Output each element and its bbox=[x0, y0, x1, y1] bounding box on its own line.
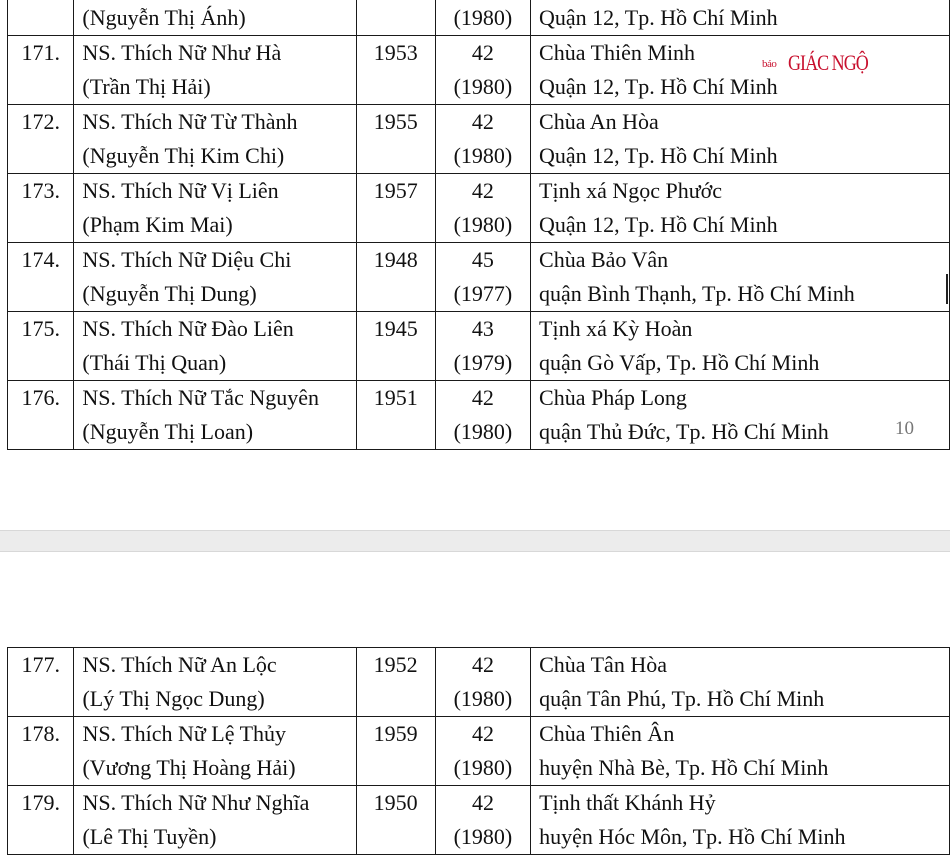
row-age: 43 (1979) bbox=[435, 312, 530, 381]
row-name: NS. Thích Nữ Vị Liên (Phạm Kim Mai) bbox=[74, 174, 356, 243]
row-name: NS. Thích Nữ An Lộc (Lý Thị Ngọc Dung) bbox=[74, 648, 356, 717]
row-name: NS. Thích Nữ Lệ Thủy (Vương Thị Hoàng Hải) bbox=[74, 717, 356, 786]
table-row bbox=[8, 648, 950, 717]
page-number: 10 bbox=[895, 418, 914, 439]
row-age: 42 (1980) bbox=[435, 105, 530, 174]
row-age: 42 (1980) bbox=[435, 381, 530, 450]
page-separator bbox=[0, 530, 950, 552]
row-index: 179. bbox=[8, 786, 74, 855]
table-row bbox=[8, 312, 950, 381]
watermark-brand: GIÁC NGỘ bbox=[788, 50, 868, 75]
row-place: Tịnh xá Ngọc Phước Quận 12, Tp. Hồ Chí Minh bbox=[531, 174, 950, 243]
row-place: Quận 12, Tp. Hồ Chí Minh bbox=[531, 0, 950, 36]
row-birth-year bbox=[356, 0, 435, 36]
watermark-prefix: báo bbox=[762, 58, 777, 70]
row-name: NS. Thích Nữ Đào Liên (Thái Thị Quan) bbox=[74, 312, 356, 381]
row-age: 42 (1980) bbox=[435, 174, 530, 243]
row-name: NS. Thích Nữ Diệu Chi (Nguyễn Thị Dung) bbox=[74, 243, 356, 312]
row-place: Chùa Bảo Vân quận Bình Thạnh, Tp. Hồ Chí Minh bbox=[531, 243, 950, 312]
table-row bbox=[8, 786, 950, 855]
row-birth-year: 1951 bbox=[356, 381, 435, 450]
table-row bbox=[8, 174, 950, 243]
row-index: 176. bbox=[8, 381, 74, 450]
row-index: 177. bbox=[8, 648, 74, 717]
row-age: 42 (1980) bbox=[435, 717, 530, 786]
table-row bbox=[8, 381, 950, 450]
table-row bbox=[8, 717, 950, 786]
row-birth-year: 1959 bbox=[356, 717, 435, 786]
row-birth-year: 1945 bbox=[356, 312, 435, 381]
row-birth-year: 1950 bbox=[356, 786, 435, 855]
row-age: 42 (1980) bbox=[435, 648, 530, 717]
row-index: 171. bbox=[8, 36, 74, 105]
row-place: Chùa Thiên Minh Quận 12, Tp. Hồ Chí Minh bbox=[531, 36, 950, 105]
table-row bbox=[8, 0, 950, 36]
row-birth-year: 1952 bbox=[356, 648, 435, 717]
row-age: 42 (1980) bbox=[435, 786, 530, 855]
row-index: 175. bbox=[8, 312, 74, 381]
row-birth-year: 1955 bbox=[356, 105, 435, 174]
page-edge-mark bbox=[946, 274, 948, 304]
row-place: Tịnh xá Kỳ Hoàn quận Gò Vấp, Tp. Hồ Chí Minh bbox=[531, 312, 950, 381]
table-row bbox=[8, 36, 950, 105]
row-birth-year: 1948 bbox=[356, 243, 435, 312]
table-row bbox=[8, 243, 950, 312]
row-name: (Nguyễn Thị Ánh) bbox=[74, 0, 356, 36]
row-birth-year: 1953 bbox=[356, 36, 435, 105]
table-row bbox=[8, 105, 950, 174]
row-birth-year: 1957 bbox=[356, 174, 435, 243]
row-place: Chùa Tân Hòa quận Tân Phú, Tp. Hồ Chí Minh bbox=[531, 648, 950, 717]
row-place: Chùa Pháp Long quận Thủ Đức, Tp. Hồ Chí Minh bbox=[531, 381, 950, 450]
row-name: NS. Thích Nữ Từ Thành (Nguyễn Thị Kim Chi) bbox=[74, 105, 356, 174]
row-index: 174. bbox=[8, 243, 74, 312]
row-place: Chùa Thiên Ân huyện Nhà Bè, Tp. Hồ Chí Minh bbox=[531, 717, 950, 786]
row-name: NS. Thích Nữ Như Hà (Trần Thị Hải) bbox=[74, 36, 356, 105]
row-place: Tịnh thất Khánh Hỷ huyện Hóc Môn, Tp. Hồ Chí Minh bbox=[531, 786, 950, 855]
ordination-table-page-11 bbox=[7, 647, 950, 855]
row-index: 172. bbox=[8, 105, 74, 174]
row-index: 173. bbox=[8, 174, 74, 243]
row-name: NS. Thích Nữ Như Nghĩa (Lê Thị Tuyền) bbox=[74, 786, 356, 855]
row-age: 42 (1980) bbox=[435, 36, 530, 105]
row-place: Chùa An Hòa Quận 12, Tp. Hồ Chí Minh bbox=[531, 105, 950, 174]
row-index bbox=[8, 0, 74, 36]
row-age: 45 (1977) bbox=[435, 243, 530, 312]
row-name: NS. Thích Nữ Tắc Nguyên (Nguyễn Thị Loan) bbox=[74, 381, 356, 450]
ordination-table-page-10 bbox=[7, 0, 950, 450]
row-age: (1980) bbox=[435, 0, 530, 36]
row-index: 178. bbox=[8, 717, 74, 786]
